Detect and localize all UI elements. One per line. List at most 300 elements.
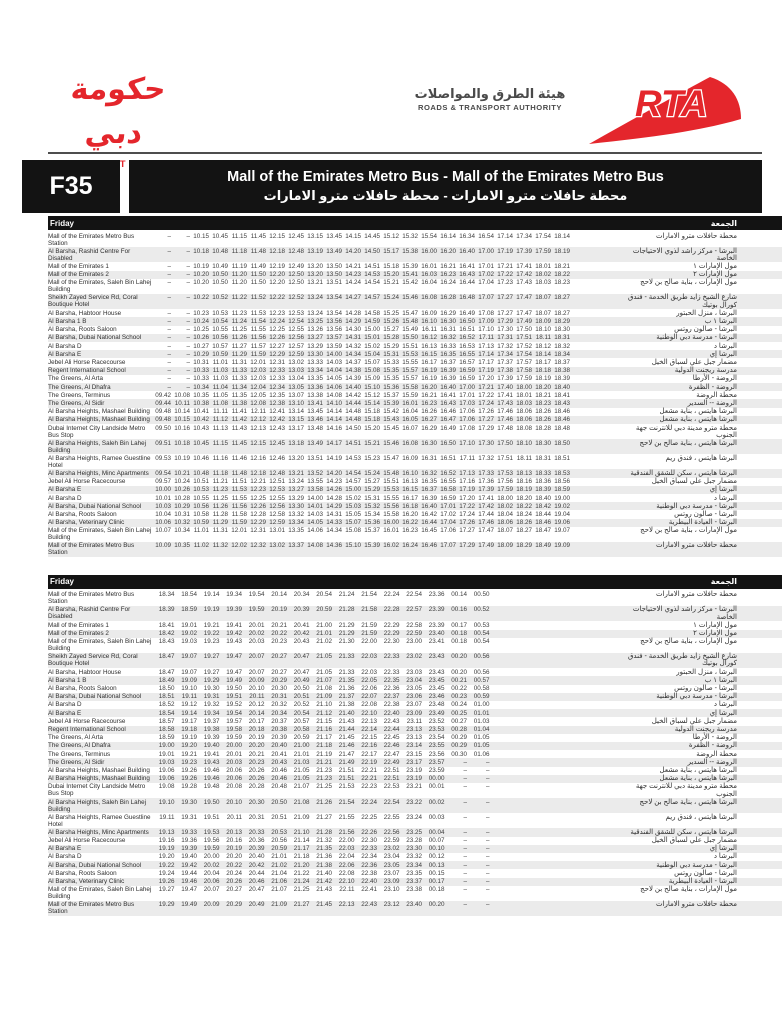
time-cell: 23.37 <box>406 878 422 886</box>
time-cell: 16.51 <box>440 454 456 462</box>
time-cell: 10.51 <box>193 478 209 486</box>
stop-name-en: Mall of the Emirates Metro Bus Station <box>48 232 135 247</box>
time-cell: 19.40 <box>203 742 220 750</box>
time-cell: 14.40 <box>345 383 361 391</box>
time-cell: 12.48 <box>269 469 285 477</box>
time-cell: 11.02 <box>193 542 209 550</box>
time-cell: 23.05 <box>406 685 422 693</box>
time-cell: 14.54 <box>345 469 361 477</box>
table-row <box>48 845 782 853</box>
time-cell: 20.54 <box>316 591 332 599</box>
time-cell: 16.22 <box>402 519 418 527</box>
time-cell: 16.41 <box>459 262 475 270</box>
time-cell: – <box>485 767 490 775</box>
time-cell: 14.01 <box>307 502 323 510</box>
time-cells <box>152 440 570 447</box>
time-cell: 18.28 <box>535 424 551 432</box>
time-cell: 17.51 <box>497 454 513 462</box>
time-cell: 00.22 <box>451 685 467 693</box>
time-cell: – <box>186 262 190 270</box>
time-cell: 16.30 <box>440 317 456 325</box>
time-cell: 20.13 <box>226 828 242 836</box>
time-cell: 14.00 <box>326 350 342 358</box>
time-cell: 22.40 <box>361 878 377 886</box>
government-of-dubai-calligraphy-icon: حكومة دبي <box>69 73 168 150</box>
time-cell: 23.48 <box>428 701 445 709</box>
time-cell: 18.01 <box>535 262 551 270</box>
time-cell: 16.34 <box>459 232 475 240</box>
time-cell: 14.03 <box>326 358 342 366</box>
time-cell: 15.41 <box>402 271 418 279</box>
time-cell: 22.13 <box>338 901 355 909</box>
table-row <box>48 317 782 325</box>
time-cell: 23.53 <box>428 726 445 734</box>
time-cell: 22.08 <box>338 869 355 877</box>
stop-name-en: The Greens, Al Dhafra <box>48 742 111 750</box>
time-cell: 19.39 <box>226 606 242 614</box>
table-row <box>48 247 782 262</box>
time-cell: 00.07 <box>428 837 445 845</box>
time-cell: 14.44 <box>345 399 361 407</box>
time-cell: 00.17 <box>451 621 467 629</box>
time-cell: 20.59 <box>293 734 310 742</box>
time-cell: 16.04 <box>421 279 437 287</box>
table-row <box>48 869 782 877</box>
time-cell: 23.02 <box>383 845 400 853</box>
time-cell: 21.45 <box>316 901 332 909</box>
time-cell: 16.59 <box>459 367 475 375</box>
time-cell: 09.48 <box>155 408 171 416</box>
stop-name-ar: البرشا - مدرسة دبي الوطنية <box>656 861 737 869</box>
time-cell: 14.51 <box>364 262 380 270</box>
time-cell: 19.49 <box>226 676 242 684</box>
time-cell: 10.55 <box>193 494 209 502</box>
time-cell: 22.49 <box>383 758 400 766</box>
time-cells <box>152 693 490 700</box>
time-cell: 16.10 <box>421 317 437 325</box>
time-cell: 21.17 <box>316 734 332 742</box>
time-cell: 16.00 <box>383 519 399 527</box>
time-cell: 23.11 <box>406 717 422 725</box>
time-cell: 20.34 <box>293 591 310 599</box>
time-cell: 20.40 <box>271 742 287 750</box>
stop-name-en: The Greens, Al Sidir <box>48 758 105 766</box>
time-cell: 17.27 <box>459 527 475 535</box>
table-row <box>48 334 782 342</box>
time-cell: 17.49 <box>516 317 532 325</box>
time-cell: 16.29 <box>421 424 437 432</box>
time-cell: 19.46 <box>203 767 220 775</box>
time-cell: 13.05 <box>288 383 304 391</box>
time-cell: 16.02 <box>383 542 399 550</box>
time-cell: 14.17 <box>326 439 342 447</box>
time-cell: – <box>167 247 171 255</box>
time-cell: 14.53 <box>345 454 361 462</box>
time-cell: 11.03 <box>212 367 228 375</box>
stop-name-en: Mall of the Emirates 2 <box>48 630 109 637</box>
time-cell: 14.16 <box>326 424 342 432</box>
time-cell: 18.42 <box>158 630 175 637</box>
time-cell: 15.12 <box>364 391 380 399</box>
time-cell: 18.50 <box>158 685 175 693</box>
time-cell: 22.24 <box>361 798 377 806</box>
time-cell: 11.35 <box>231 391 247 399</box>
time-cell: 15.32 <box>364 502 380 510</box>
time-cell: 15.31 <box>364 494 380 502</box>
time-cell: 16.39 <box>440 367 456 375</box>
time-cells <box>152 853 490 860</box>
time-cell: 21.14 <box>293 837 310 845</box>
time-cells <box>152 901 490 908</box>
time-cell: 17.10 <box>478 326 494 334</box>
stop-name-en: Al Barsha, Roots Saloon <box>48 510 117 518</box>
time-cell: 16.17 <box>421 358 437 366</box>
time-cell: 13.27 <box>288 486 304 494</box>
time-cell: 19.11 <box>181 693 197 701</box>
time-cell: 21.29 <box>338 621 355 629</box>
time-cell: 14.10 <box>326 399 342 407</box>
time-cell: 14.26 <box>326 486 342 494</box>
time-cell: 22.03 <box>361 668 377 676</box>
time-cell: 10.01 <box>155 494 171 502</box>
table-row <box>48 510 782 518</box>
time-cell: 18.11 <box>535 334 551 342</box>
stop-name-ar: مول الإمارات ، بناية صالح بن لاحج <box>640 279 737 287</box>
table-row <box>48 837 782 845</box>
time-cell: 15.55 <box>383 494 399 502</box>
table-row <box>48 638 782 653</box>
time-cells <box>152 622 490 629</box>
time-cell: 18.46 <box>554 416 570 424</box>
stop-name-ar: البرشا - العيادة البيطرية <box>668 878 737 886</box>
time-cell: 23.13 <box>406 726 422 734</box>
time-cell: 21.24 <box>338 591 355 599</box>
time-cell: 19.22 <box>158 861 175 869</box>
time-cells <box>152 718 490 725</box>
time-cell: 18.16 <box>516 478 532 486</box>
time-cell: 20.43 <box>271 758 287 766</box>
time-cell: 19.27 <box>203 668 220 676</box>
time-cell: 11.48 <box>250 247 266 255</box>
time-cell: 11.58 <box>231 510 247 518</box>
time-cell: 16.32 <box>421 469 437 477</box>
time-cell: 22.54 <box>406 591 422 599</box>
time-cell: 22.55 <box>383 813 400 821</box>
time-cell: 18.34 <box>158 591 175 599</box>
time-cell: 17.39 <box>478 486 494 494</box>
stop-name-en: Dubai Internet City Landside Metro Bus Stop <box>48 783 146 798</box>
time-cell: 18.26 <box>516 519 532 527</box>
time-cell: 20.09 <box>248 676 265 684</box>
time-cell: – <box>463 853 467 861</box>
time-cell: 19.06 <box>158 767 175 775</box>
time-cell: 16.05 <box>402 416 418 424</box>
time-cell: 18.30 <box>535 439 551 447</box>
time-cell: 19.49 <box>181 901 197 909</box>
time-cell: 15.31 <box>383 350 399 358</box>
time-cell: 12.52 <box>288 294 304 302</box>
time-cell: 17.52 <box>516 342 532 350</box>
time-cell: 16.45 <box>421 527 437 535</box>
time-cell: 18.47 <box>158 668 175 676</box>
time-cell: – <box>485 798 490 806</box>
time-cell: 21.24 <box>293 878 310 886</box>
time-cell: – <box>167 326 171 334</box>
stop-name-en: Regent International School <box>48 726 126 734</box>
time-cell: 21.18 <box>316 742 332 750</box>
time-cell: 22.44 <box>383 726 400 734</box>
time-cell: 12.43 <box>269 424 285 432</box>
time-cell: 15.51 <box>402 342 418 350</box>
stop-name-en: Al Barsha, Veterinary Clinic <box>48 878 125 886</box>
time-cell: 23.21 <box>406 783 422 791</box>
time-cell: 11.51 <box>231 478 247 486</box>
time-cell: 16.53 <box>459 342 475 350</box>
time-cell: 21.40 <box>338 709 355 717</box>
stop-name-ar: محطة مترو مدينة دبي للانترنت جهة الجنوب <box>635 424 737 439</box>
time-cell: 19.59 <box>248 606 265 614</box>
rows-container <box>48 589 782 916</box>
time-cell: 18.27 <box>554 309 570 317</box>
time-cell: 10.34 <box>193 383 209 391</box>
time-cell: 18.59 <box>158 734 175 742</box>
table-row <box>48 358 782 366</box>
time-cell: 22.10 <box>338 878 355 886</box>
time-cell: 00.29 <box>451 734 467 742</box>
time-cell: 16.49 <box>440 424 456 432</box>
time-cell: 00.23 <box>451 693 467 701</box>
stop-name-ar: البرشا هايتس ، سكن للشقق الفندقية <box>630 828 737 836</box>
time-cell: 18.41 <box>554 391 570 399</box>
time-cell: 20.43 <box>293 638 310 646</box>
stop-name-en: Mall of the Emirates 1 <box>48 262 109 270</box>
time-cell: 20.27 <box>271 653 287 661</box>
table-row <box>48 408 782 416</box>
time-cell: 17.19 <box>478 367 494 375</box>
time-cell: 15.07 <box>345 519 361 527</box>
time-cell: 13.46 <box>307 416 323 424</box>
time-cell: 18.59 <box>554 486 570 494</box>
time-cell: 18.09 <box>535 317 551 325</box>
time-cell: 20.01 <box>248 621 265 629</box>
time-cell: 20.31 <box>248 813 265 821</box>
time-cell: 10.45 <box>193 439 209 447</box>
stop-name-en: Al Barsha, Roots Saloon <box>48 685 117 693</box>
time-cell: 18.51 <box>554 454 570 462</box>
time-cell: 15.27 <box>364 478 380 486</box>
time-cell: 12.25 <box>269 326 285 334</box>
time-cell: 18.21 <box>554 262 570 270</box>
time-cell: 15.53 <box>402 350 418 358</box>
time-cell: 18.08 <box>516 424 532 432</box>
time-cell: 23.10 <box>383 886 400 894</box>
time-cell: 18.47 <box>158 653 175 661</box>
stop-name-ar: محطة الروضة <box>696 750 737 758</box>
time-cell: – <box>186 383 190 391</box>
time-cell: 10.41 <box>193 408 209 416</box>
time-cells <box>152 542 570 549</box>
time-cell: 15.57 <box>402 367 418 375</box>
time-cell: 10.18 <box>174 439 190 447</box>
time-cell: 19.01 <box>158 750 175 758</box>
table-row <box>48 326 782 334</box>
time-cells <box>152 759 490 766</box>
time-cell: 22.33 <box>361 845 377 853</box>
time-cell: 20.11 <box>226 813 242 821</box>
time-cell: 17.22 <box>478 391 494 399</box>
time-cell: 19.10 <box>181 685 197 693</box>
stop-name-en: Al Barsha, Dubai National School <box>48 334 142 342</box>
time-cell: 15.17 <box>383 247 399 255</box>
time-cell: 15.58 <box>383 510 399 518</box>
time-cell: 18.07 <box>535 294 551 302</box>
route-title-english: Mall of the Emirates Metro Bus - Mall of the Emirates Metro Bus <box>227 169 664 185</box>
time-cell: 00.13 <box>428 861 445 869</box>
time-cell: 16.23 <box>402 527 418 535</box>
time-cell: 11.53 <box>250 309 266 317</box>
time-cell: 11.01 <box>193 527 209 535</box>
table-row <box>48 709 782 717</box>
time-cell: 20.49 <box>248 901 265 909</box>
time-cell: 21.37 <box>338 693 355 701</box>
time-cell: 19.41 <box>226 621 242 629</box>
time-cell: 11.20 <box>231 279 247 287</box>
time-cell: 10.45 <box>212 232 228 240</box>
time-cell: 16.37 <box>421 486 437 494</box>
time-cell: 21.10 <box>293 828 310 836</box>
time-cell: 13.29 <box>307 342 323 350</box>
time-cell: 10.32 <box>174 519 190 527</box>
time-cell: 22.43 <box>361 901 377 909</box>
time-cell: 14.50 <box>345 424 361 432</box>
time-cell: 14.06 <box>326 383 342 391</box>
time-cell: 23.07 <box>406 701 422 709</box>
time-cell: 15.20 <box>364 424 380 432</box>
time-cell: 14.57 <box>364 294 380 302</box>
time-cell: 12.55 <box>269 494 285 502</box>
time-cell: 20.42 <box>293 630 310 637</box>
time-cell: 12.22 <box>269 294 285 302</box>
time-cell: 21.01 <box>316 630 332 637</box>
time-cell: 18.30 <box>554 326 570 334</box>
time-cell: 12.23 <box>269 309 285 317</box>
time-cell: 13.02 <box>269 542 285 550</box>
time-cell: 12.11 <box>250 408 266 416</box>
time-cell: 19.54 <box>226 709 242 717</box>
time-cell: 18.20 <box>516 494 532 502</box>
time-cell: 00.15 <box>428 869 445 877</box>
time-cell: 17.49 <box>478 542 494 550</box>
time-cell: 17.07 <box>440 542 456 550</box>
time-cell: 12.15 <box>269 232 285 240</box>
time-cell: 12.29 <box>250 519 266 527</box>
time-cell: 11.21 <box>212 478 228 486</box>
time-cell: 11.50 <box>250 279 266 287</box>
time-cell: 17.19 <box>497 247 513 255</box>
stop-name-en: Al Barsha, Rashid Centre For Disabled <box>48 606 131 621</box>
time-cell: 14.45 <box>364 232 380 240</box>
table-row <box>48 783 782 798</box>
time-cell: 17.43 <box>497 399 513 407</box>
time-cell: 11.23 <box>212 486 228 494</box>
time-cell: 15.47 <box>383 454 399 462</box>
time-cell: 22.51 <box>383 767 400 775</box>
time-cell: 10.16 <box>174 424 190 432</box>
time-cell: 15.24 <box>383 294 399 302</box>
time-cell: 16.55 <box>459 350 475 358</box>
time-cell: 19.32 <box>203 701 220 709</box>
time-cell: 21.25 <box>293 886 310 894</box>
time-cell: 12.49 <box>288 262 304 270</box>
time-cell: 18.02 <box>535 271 551 279</box>
time-cell: 13.24 <box>288 478 304 486</box>
time-cell: 17.13 <box>478 342 494 350</box>
time-cells <box>152 478 570 485</box>
time-cell: 18.29 <box>516 542 532 550</box>
time-cell: 10.43 <box>193 424 209 432</box>
time-cell: 15.34 <box>364 510 380 518</box>
time-cell: 22.21 <box>361 775 377 783</box>
time-cells <box>152 742 490 749</box>
time-cell: 17.53 <box>497 469 513 477</box>
timetable-section-evening <box>48 575 782 916</box>
time-cell: 19.28 <box>181 783 197 791</box>
time-cell: 22.36 <box>383 685 400 693</box>
time-cell: 16.46 <box>421 542 437 550</box>
timetable-section-morning <box>48 216 782 557</box>
time-cell: 12.59 <box>288 350 304 358</box>
time-cell: 23.45 <box>428 685 445 693</box>
time-cell: 18.06 <box>497 519 513 527</box>
time-cell: – <box>167 279 171 287</box>
time-cell: 21.35 <box>338 676 355 684</box>
time-cells <box>152 408 570 415</box>
time-cell: 21.43 <box>338 717 355 725</box>
time-cell: 17.37 <box>497 358 513 366</box>
time-cell: 21.38 <box>316 861 332 869</box>
time-cell: 14.42 <box>345 391 361 399</box>
time-cell: – <box>186 294 190 302</box>
stop-name-ar: البرشا هايتس ، فندق ريم <box>665 813 737 821</box>
time-cells <box>152 271 570 278</box>
time-cell: 18.17 <box>535 358 551 366</box>
time-cell: 13.49 <box>326 247 342 255</box>
time-cell: 23.59 <box>428 767 445 775</box>
time-cells <box>152 400 570 407</box>
time-cell: 11.27 <box>231 342 247 350</box>
time-cell: 12.21 <box>250 478 266 486</box>
time-cell: 13.34 <box>288 519 304 527</box>
time-cell: 13.20 <box>307 271 323 279</box>
time-cell: 10.48 <box>212 247 228 255</box>
time-cell: 19.47 <box>226 668 242 676</box>
time-cell: 14.57 <box>345 478 361 486</box>
time-cell: 20.07 <box>248 653 265 661</box>
time-cell: 21.03 <box>293 758 310 766</box>
time-cell: 10.35 <box>193 391 209 399</box>
time-cell: 16.48 <box>459 294 475 302</box>
time-cell: 10.24 <box>193 317 209 325</box>
time-cell: 17.51 <box>516 334 532 342</box>
stop-name-ar: الروضة - الظفرة <box>688 742 737 750</box>
time-cell: 16.27 <box>421 416 437 424</box>
time-cell: 18.09 <box>497 542 513 550</box>
time-cell: – <box>485 837 490 845</box>
time-cells <box>152 710 490 717</box>
time-cell: – <box>167 294 171 302</box>
time-cell: 22.53 <box>383 783 400 791</box>
time-cell: 22.40 <box>383 709 400 717</box>
